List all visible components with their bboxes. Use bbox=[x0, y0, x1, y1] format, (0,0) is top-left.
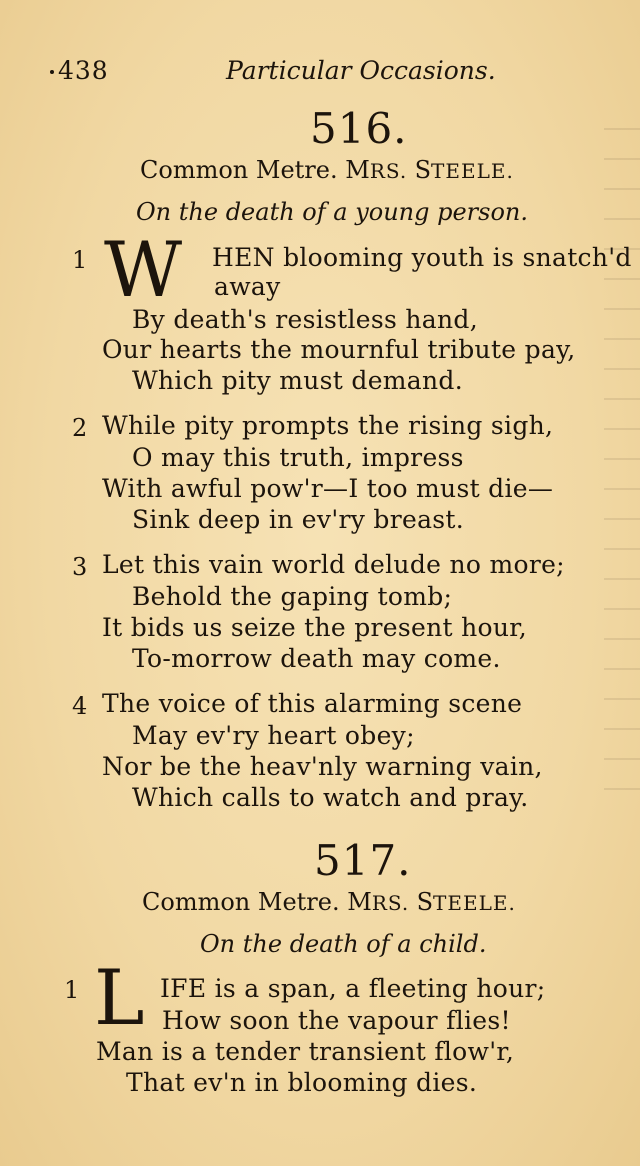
stanza-number: 2 bbox=[72, 414, 88, 442]
header-dot bbox=[50, 70, 54, 74]
verse-line: The voice of this alarming scene bbox=[102, 689, 523, 718]
stanza-number: 4 bbox=[72, 692, 88, 720]
stanza-number: 1 bbox=[64, 976, 80, 1004]
verse-line: It bids us seize the present hour, bbox=[102, 613, 528, 642]
verse-line: IFE is a span, a fleeting hour; bbox=[160, 974, 546, 1003]
drop-cap: W bbox=[104, 225, 183, 314]
author-name: MRS. STEELE. bbox=[347, 888, 516, 916]
hymn-517-occasion: On the death of a child. bbox=[200, 930, 487, 958]
verse-line: away bbox=[214, 272, 281, 301]
verse-line: Our hearts the mournful tribute pay, bbox=[102, 335, 576, 364]
meter-label: Common Metre. bbox=[140, 156, 338, 184]
verse-line: Man is a tender transient flow'r, bbox=[96, 1037, 515, 1066]
verse-line: Which calls to watch and pray. bbox=[132, 783, 529, 812]
verse-line: To-morrow death may come. bbox=[132, 644, 501, 673]
show-through-texture bbox=[604, 100, 640, 800]
page-number: 438 bbox=[58, 56, 109, 85]
stanza-number: 1 bbox=[72, 246, 88, 274]
verse-line: Let this vain world delude no more; bbox=[102, 550, 565, 579]
drop-cap: L bbox=[94, 953, 145, 1042]
verse-line: By death's resistless hand, bbox=[132, 305, 478, 334]
verse-line: Which pity must demand. bbox=[132, 366, 463, 395]
verse-line: With awful pow'r—I too must die— bbox=[102, 474, 554, 503]
verse-line: While pity prompts the rising sigh, bbox=[102, 411, 554, 440]
verse-line: Nor be the heav'nly warning vain, bbox=[102, 752, 543, 781]
running-title: Particular Occasions. bbox=[226, 56, 496, 85]
hymn-516-occasion: On the death of a young person. bbox=[136, 198, 529, 226]
verse-line: Sink deep in ev'ry breast. bbox=[132, 505, 464, 534]
verse-line: May ev'ry heart obey; bbox=[132, 721, 415, 750]
hymn-number-516: 516. bbox=[310, 104, 408, 153]
verse-line: O may this truth, impress bbox=[132, 443, 464, 472]
stanza-number: 3 bbox=[72, 553, 88, 581]
meter-label: Common Metre. bbox=[142, 888, 340, 916]
verse-line: How soon the vapour flies! bbox=[162, 1006, 511, 1035]
author-name: MRS. STEELE. bbox=[345, 156, 514, 184]
hymn-516-meter bbox=[140, 156, 514, 184]
verse-line: Behold the gaping tomb; bbox=[132, 582, 453, 611]
hymn-number-517: 517. bbox=[314, 836, 412, 885]
verse-line: That ev'n in blooming dies. bbox=[126, 1068, 478, 1097]
hymn-517-meter bbox=[142, 888, 516, 916]
verse-line: HEN blooming youth is snatch'd bbox=[212, 243, 632, 272]
